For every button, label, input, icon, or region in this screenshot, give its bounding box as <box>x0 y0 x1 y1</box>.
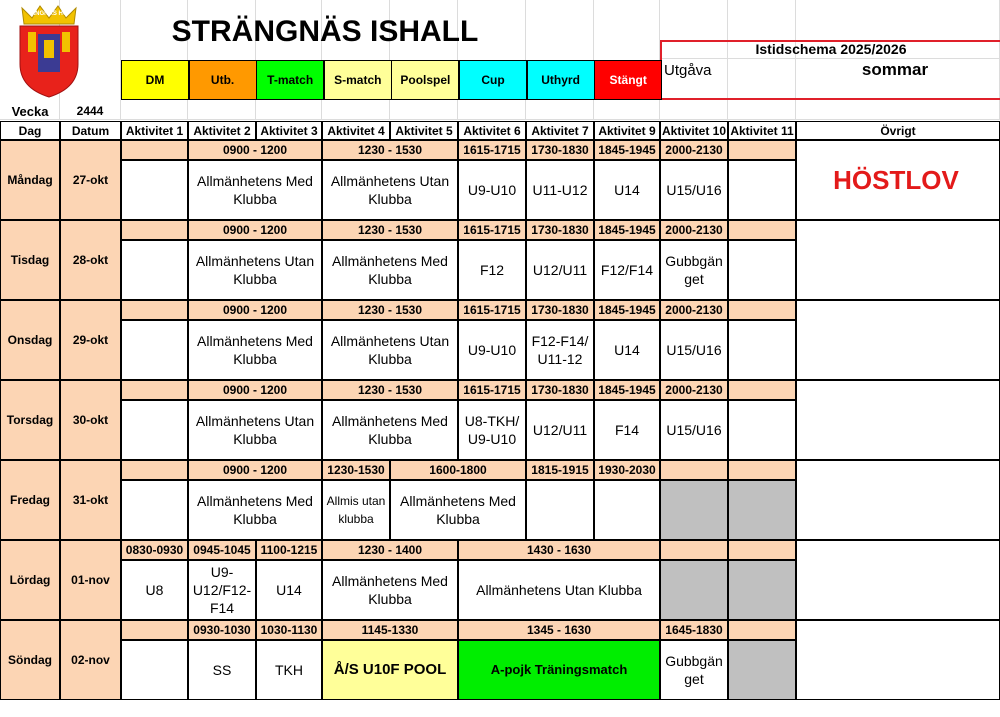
activity-cell: U12/U11 <box>526 240 594 300</box>
legend-item: Stängt <box>594 60 662 100</box>
time-slot: 0900 - 1200 <box>188 300 322 320</box>
time-slot: 1615-1715 <box>458 140 526 160</box>
time-slot: 1845-1945 <box>594 300 660 320</box>
time-slot: 1730-1830 <box>526 300 594 320</box>
day-date: 28-okt <box>60 220 121 300</box>
time-slot: 0830-0930 <box>121 540 188 560</box>
activity-cell: Allmänhetens Utan Klubba <box>322 320 458 380</box>
time-slot: 1930-2030 <box>594 460 660 480</box>
page-title: STRÄNGNÄS ISHALL <box>171 15 479 48</box>
day-date: 31-okt <box>60 460 121 540</box>
time-slot: 1430 - 1630 <box>458 540 660 560</box>
time-slot <box>728 460 796 480</box>
column-header: Aktivitet 10 <box>660 121 728 140</box>
activity-cell: SS <box>188 640 256 700</box>
time-slot <box>121 300 188 320</box>
time-slot: 1100-1215 <box>256 540 322 560</box>
time-slot: 0900 - 1200 <box>188 380 322 400</box>
activity-cell: Allmis utan klubba <box>322 480 390 540</box>
day-name: Onsdag <box>0 300 60 380</box>
time-slot <box>660 460 728 480</box>
day-date: 01-nov <box>60 540 121 620</box>
activity-cell <box>526 480 594 540</box>
column-header: Aktivitet 1 <box>121 121 188 140</box>
activity-cell <box>121 240 188 300</box>
activity-cell <box>728 320 796 380</box>
time-slot <box>121 140 188 160</box>
other-notes-cell <box>796 620 1000 700</box>
activity-cell: A-pojk Träningsmatch <box>458 640 660 700</box>
activity-cell: U9-U10 <box>458 160 526 220</box>
activity-cell: U9-U10 <box>458 320 526 380</box>
schedule-season-title: Istidschema 2025/2026 <box>662 40 1000 59</box>
column-header: Övrigt <box>796 121 1000 140</box>
activity-cell: U15/U16 <box>660 160 728 220</box>
edition-value: sommar <box>861 60 929 79</box>
activity-cell: Allmänhetens Med Klubba <box>188 480 322 540</box>
time-slot <box>728 140 796 160</box>
time-slot <box>660 540 728 560</box>
day-date: 30-okt <box>60 380 121 460</box>
time-slot: 1230-1530 <box>322 460 390 480</box>
activity-cell <box>728 560 796 620</box>
activity-cell: U14 <box>594 320 660 380</box>
time-slot: 1815-1915 <box>526 460 594 480</box>
time-slot: 0930-1030 <box>188 620 256 640</box>
activity-cell: Allmänhetens Utan Klubba <box>458 560 660 620</box>
activity-cell <box>121 320 188 380</box>
activity-cell: Allmänhetens Med Klubba <box>188 320 322 380</box>
time-slot: 1030-1130 <box>256 620 322 640</box>
week-label: Vecka <box>11 103 49 119</box>
column-header: Aktivitet 2 <box>188 121 256 140</box>
time-slot: 1615-1715 <box>458 300 526 320</box>
holiday-note: HÖSTLOV <box>833 164 959 195</box>
time-slot: 1615-1715 <box>458 220 526 240</box>
other-notes-cell <box>796 300 1000 380</box>
column-header: Aktivitet 11 <box>728 121 796 140</box>
activity-cell: U15/U16 <box>660 320 728 380</box>
activity-cell <box>594 480 660 540</box>
activity-cell: Allmänhetens Med Klubba <box>322 240 458 300</box>
activity-cell: U14 <box>256 560 322 620</box>
time-slot: 1345 - 1630 <box>458 620 660 640</box>
time-slot: 1230 - 1530 <box>322 300 458 320</box>
column-header: Aktivitet 4 <box>322 121 390 140</box>
activity-cell: F12 <box>458 240 526 300</box>
activity-cell <box>121 400 188 460</box>
other-notes-cell <box>796 220 1000 300</box>
time-slot: 2000-2130 <box>660 140 728 160</box>
activity-cell: U8-TKH/ U9-U10 <box>458 400 526 460</box>
activity-cell: U12/U11 <box>526 400 594 460</box>
time-slot: 1615-1715 <box>458 380 526 400</box>
week-value: 2444 <box>76 104 104 118</box>
column-header: Aktivitet 6 <box>458 121 526 140</box>
time-slot: 1230 - 1530 <box>322 140 458 160</box>
time-slot: 0900 - 1200 <box>188 140 322 160</box>
edition-label: Utgåva <box>664 61 712 79</box>
activity-cell: Allmänhetens Utan Klubba <box>188 240 322 300</box>
time-slot <box>728 220 796 240</box>
day-name: Fredag <box>0 460 60 540</box>
time-slot: 2000-2130 <box>660 300 728 320</box>
legend-item: Poolspel <box>391 60 459 100</box>
activity-cell <box>728 160 796 220</box>
activity-cell: Allmänhetens Med Klubba <box>322 400 458 460</box>
other-notes-cell <box>796 540 1000 620</box>
activity-cell: Gubbgän get <box>660 240 728 300</box>
activity-cell: F12-F14/ U11-12 <box>526 320 594 380</box>
time-slot: 1145-1330 <box>322 620 458 640</box>
time-slot <box>121 620 188 640</box>
day-name: Torsdag <box>0 380 60 460</box>
activity-cell: U14 <box>594 160 660 220</box>
activity-cell: Allmänhetens Med Klubba <box>188 160 322 220</box>
time-slot <box>121 220 188 240</box>
time-slot: 1645-1830 <box>660 620 728 640</box>
time-slot: 0900 - 1200 <box>188 220 322 240</box>
time-slot: 0900 - 1200 <box>188 460 322 480</box>
column-header: Aktivitet 3 <box>256 121 322 140</box>
other-notes-cell <box>796 380 1000 460</box>
activity-cell <box>121 160 188 220</box>
day-date: 02-nov <box>60 620 121 700</box>
legend-item: T-match <box>256 60 324 100</box>
time-slot: 1730-1830 <box>526 220 594 240</box>
activity-cell <box>728 240 796 300</box>
time-slot: 2000-2130 <box>660 380 728 400</box>
logo-text: ÄNGNÄS HC <box>30 11 68 17</box>
time-slot <box>728 380 796 400</box>
time-slot <box>121 380 188 400</box>
column-header: Aktivitet 5 <box>390 121 458 140</box>
time-slot <box>728 620 796 640</box>
activity-cell: Allmänhetens Med Klubba <box>322 560 458 620</box>
activity-cell <box>660 560 728 620</box>
column-header: Aktivitet 9 <box>594 121 660 140</box>
activity-cell <box>728 640 796 700</box>
activity-cell: Allmänhetens Utan Klubba <box>188 400 322 460</box>
activity-cell: Allmänhetens Utan Klubba <box>322 160 458 220</box>
activity-cell: F14 <box>594 400 660 460</box>
legend-item: Cup <box>459 60 527 100</box>
legend-item: Uthyrd <box>527 60 595 100</box>
column-header: Datum <box>60 121 121 140</box>
time-slot: 1230 - 1400 <box>322 540 458 560</box>
day-name: Lördag <box>0 540 60 620</box>
activity-cell: Å/S U10F POOL <box>322 640 458 700</box>
activity-cell <box>660 480 728 540</box>
time-slot: 1845-1945 <box>594 220 660 240</box>
time-slot <box>728 540 796 560</box>
time-slot: 1730-1830 <box>526 380 594 400</box>
activity-cell: Allmänhetens Med Klubba <box>390 480 526 540</box>
legend-item: DM <box>121 60 189 100</box>
day-name: Söndag <box>0 620 60 700</box>
time-slot: 1845-1945 <box>594 380 660 400</box>
activity-cell: F12/F14 <box>594 240 660 300</box>
legend-item: S-match <box>324 60 392 100</box>
time-slot <box>728 300 796 320</box>
time-slot: 1230 - 1530 <box>322 220 458 240</box>
activity-cell <box>728 480 796 540</box>
time-slot: 1730-1830 <box>526 140 594 160</box>
time-slot: 1230 - 1530 <box>322 380 458 400</box>
day-date: 27-okt <box>60 140 121 220</box>
other-notes-cell <box>796 460 1000 540</box>
day-name: Tisdag <box>0 220 60 300</box>
day-date: 29-okt <box>60 300 121 380</box>
activity-cell: TKH <box>256 640 322 700</box>
legend-item: Utb. <box>189 60 257 100</box>
activity-cell: U8 <box>121 560 188 620</box>
activity-cell <box>121 640 188 700</box>
time-slot: 0945-1045 <box>188 540 256 560</box>
activity-cell: U9- U12/F12- F14 <box>188 560 256 620</box>
time-slot <box>121 460 188 480</box>
activity-cell: U11-U12 <box>526 160 594 220</box>
column-header: Aktivitet 7 <box>526 121 594 140</box>
activity-cell <box>728 400 796 460</box>
activity-cell: Gubbgän get <box>660 640 728 700</box>
activity-cell <box>121 480 188 540</box>
time-slot: 1845-1945 <box>594 140 660 160</box>
activity-cell: U15/U16 <box>660 400 728 460</box>
time-slot: 2000-2130 <box>660 220 728 240</box>
day-name: Måndag <box>0 140 60 220</box>
time-slot: 1600-1800 <box>390 460 526 480</box>
column-header: Dag <box>0 121 60 140</box>
